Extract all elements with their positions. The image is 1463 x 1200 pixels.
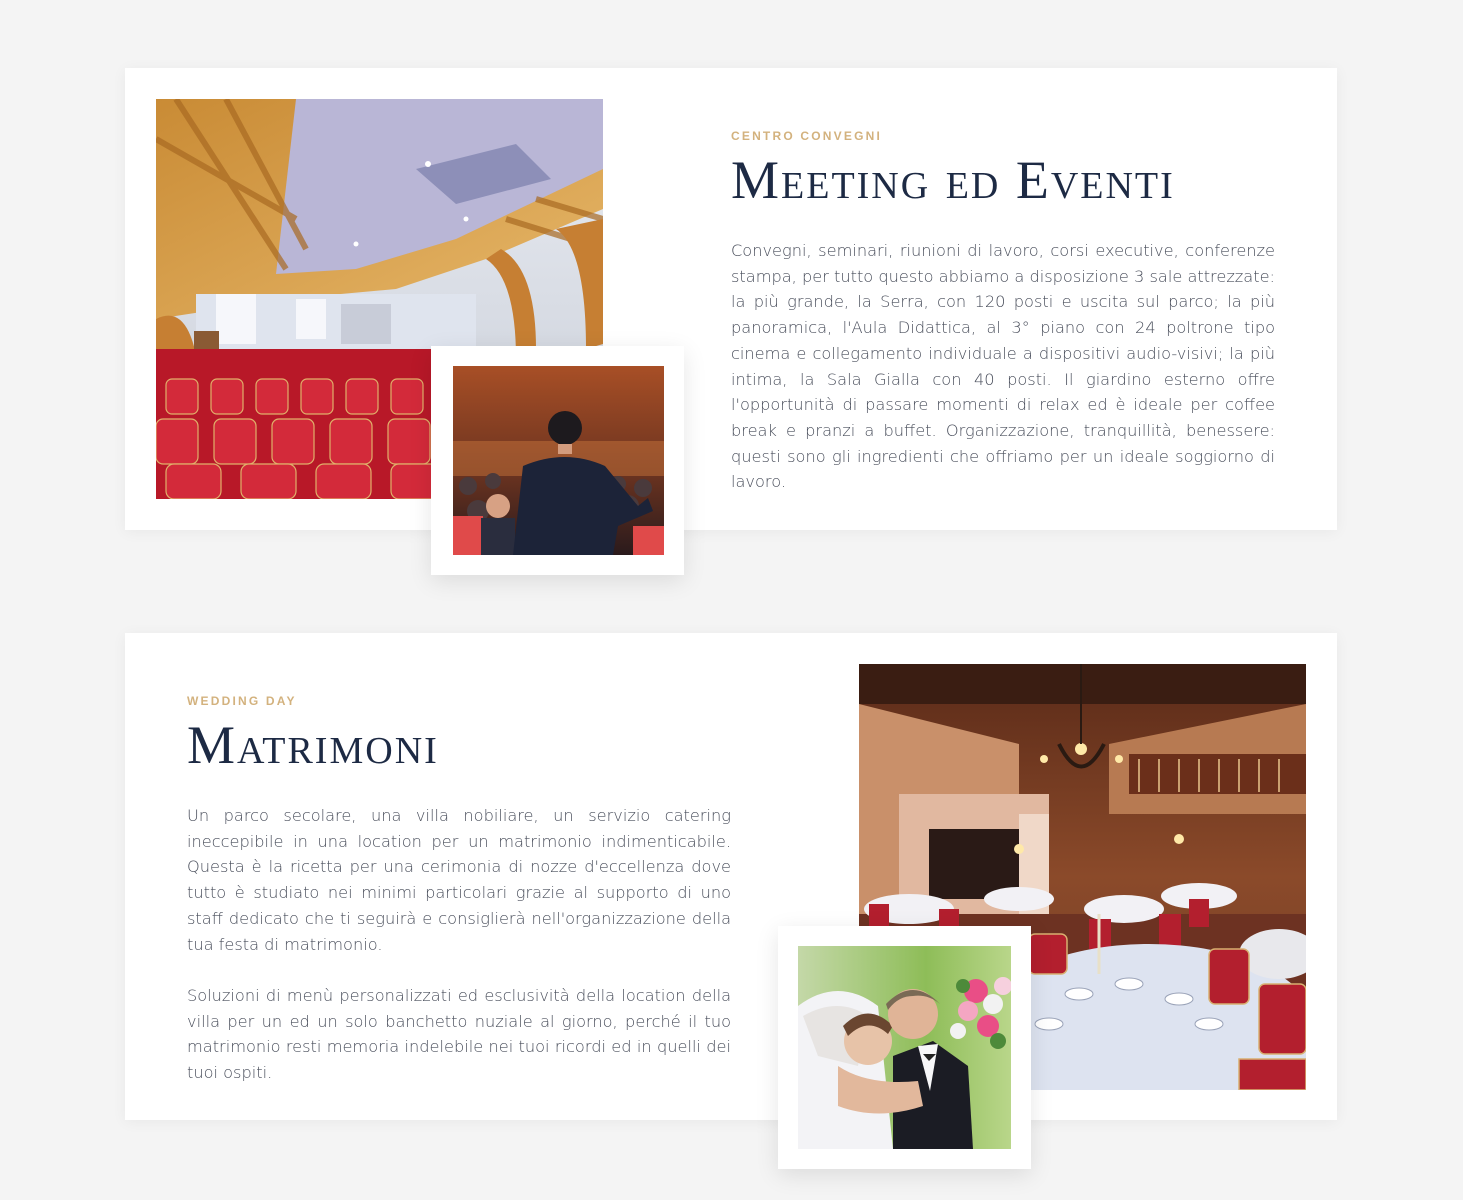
wedding-paragraph-2: Soluzioni di menù personalizzati ed esclusività della location della villa per un ed un solo banchetto nuziale al giorno, perché il tuo matrimonio resti memoria indelebile nei tuoi ricordi ed in quelli dei tuoi ospiti. xyxy=(187,985,731,1083)
speaker-photo xyxy=(453,366,664,555)
wedding-description xyxy=(187,803,731,1086)
wedding-paragraph-1: Un parco secolare, una villa nobiliare, un servizio catering ineccepibile in una location per un matrimonio indimenticabile. Questa è la ricetta per una cerimonia di nozze d'eccellenza dove tutto è studiato nei minimi particolari grazie al supporto di uno staff dedicato che ti seguirà e consiglierà nell'organizzazione della tua festa di matrimonio. xyxy=(187,806,731,954)
meeting-description xyxy=(731,238,1275,495)
meeting-paragraph: Convegni, seminari, riunioni di lavoro, corsi executive, conferenze stampa, per tutto questo abbiamo a disposizione 3 sale attrezzate: la più grande, la Serra, con 120 posti e uscita sul parco; la più panoramica, l'Aula Didattica, al 3° piano con 24 poltrone tipo cinema e collegamento individuale a dispositivi audio-visivi; la più intima, la Sala Gialla con 40 posti. Il giardino esterno offre l'opportunità di passare momenti di relax ed è ideale per coffee break e pranzi a buffet. Organizzazione, tranquillità, benessere: questi sono gli ingredienti che offriamo per un ideale soggiorno di lavoro. xyxy=(731,241,1275,492)
meeting-title: Meeting ed Eventi xyxy=(731,150,1175,210)
meeting-eyebrow: CENTRO CONVEGNI xyxy=(731,129,883,143)
wedding-title: Matrimoni xyxy=(187,715,439,775)
couple-photo xyxy=(798,946,1011,1149)
wedding-eyebrow: WEDDING DAY xyxy=(187,694,297,708)
